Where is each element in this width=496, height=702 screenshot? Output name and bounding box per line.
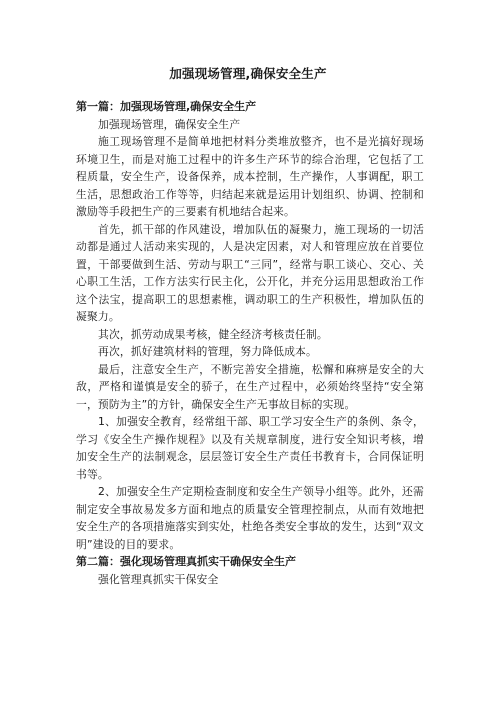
paragraph: 2、加强安全生产定期检查制度和安全生产领导小组等。此外，还需制定安全事故易发多方面和地点的质量安全管理控制点，从而有效地把安全生产的各项措施落实到实处，杜绝各类安全事故的发生，达到“双文明”建设的目的要求。 xyxy=(76,485,424,551)
paragraph: 最后，注意安全生产，不断完善安全措施，松懈和麻痹是安全的大敌，严格和谨慎是安全的骄子，在生产过程中，必须始终坚持“安全第一，预防为主”的方针，确保安全生产无事故目标的实现。 xyxy=(76,362,424,411)
section-1-heading: 第一篇：加强现场管理,确保安全生产 xyxy=(76,100,257,113)
paragraph: 强化管理真抓实干保安全 xyxy=(98,572,219,586)
section-2-heading: 第二篇：强化现场管理真抓实干确保安全生产 xyxy=(76,555,296,568)
paragraph: 首先，抓干部的作风建设，增加队伍的凝聚力，施工现场的一切活动都是通过人活动来实现的，人是决定因素，对人和管理应放在首要位置，干部要做到生活、劳动与职工“三同”，经常与职工谈心、交心、关心职工生活，工作方法实行民主化，公开化，并充分运用思想政治工作这个法宝，提高职工的思想素椎，调动职工的生产积极性，增加队伍的凝聚力。 xyxy=(76,222,424,323)
paragraph: 其次，抓劳动成果考核，健全经济考核责任制。 xyxy=(98,327,328,341)
paragraph: 再次，抓好建筑材料的管理，努力降低成本。 xyxy=(98,345,317,358)
document-title: 加强现场管理,确保安全生产 xyxy=(169,66,327,81)
paragraph: 加强现场管理，确保安全生产 xyxy=(98,117,241,131)
paragraph: 1、加强安全教育，经常组干部、职工学习安全生产的条例、条令，学习《安全生产操作规程》以及有关规章制度，进行安全知识考核，增加安全生产的法制观念，层层签订安全生产责任书教育卡，合同保证明书等。 xyxy=(76,415,424,481)
document-body xyxy=(76,98,424,588)
paragraph: 施工现场管理不是简单地把材料分类堆放整齐，也不是光搞好现场环境卫生，而是对施工过程中的许多生产环节的综合治理，它包括了工程质量，安全生产，设备保养，成本控制，生产操作，人事调配，职工生活，思想政治工作等等，归结起来就是运用计划组织、协调、控制和激励等手段把生产的三要素有机地结合起来。 xyxy=(76,135,424,218)
